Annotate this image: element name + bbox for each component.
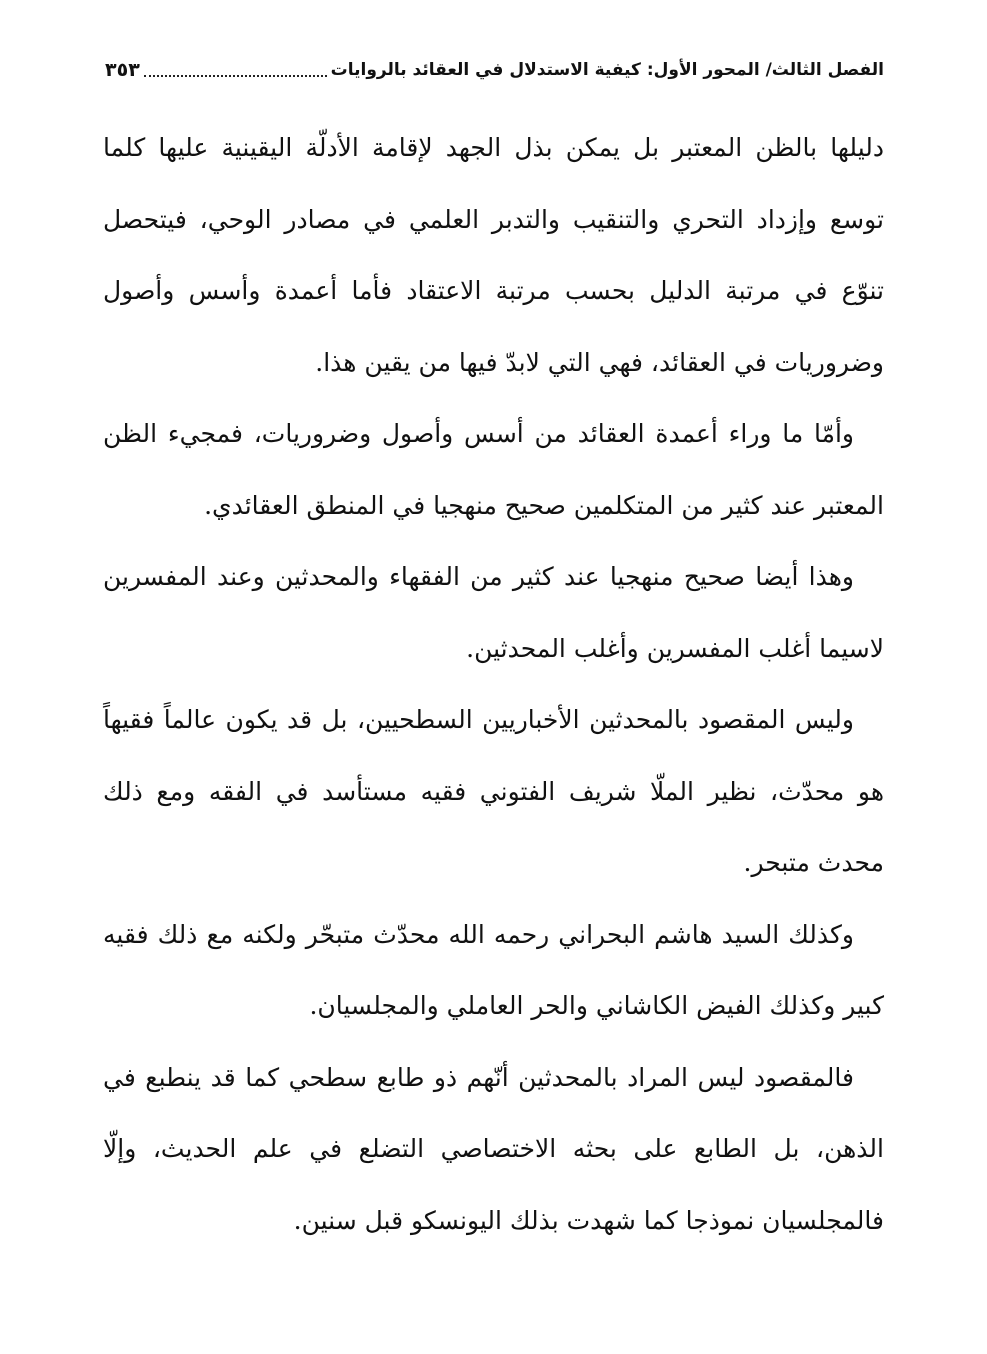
page-number: ٣٥٣ bbox=[105, 59, 140, 81]
paragraph-1: دليلها بالظن المعتبر بل يمكن بذل الجهد لإقامة الأدلّة اليقينية عليها كلما توسع وإزداد التحري والتنقيب والتدبر العلمي في مصادر الوحي، فيتحصل تنوّع في مرتبة الدليل بحسب مرتبة الاعتقاد فأما أعمدة وأسس وأصول وضروريات في العقائد، فهي التي لابدّ فيها من يقين هذا. bbox=[103, 133, 884, 377]
header-dot-leader bbox=[144, 75, 327, 77]
chapter-title: الفصل الثالث/ المحور الأول: كيفية الاستدلال في العقائد بالروايات bbox=[330, 60, 884, 80]
paragraph-3: وهذا أيضا صحيح منهجيا عند كثير من الفقهاء والمحدثين وعند المفسرين لاسيما أغلب المفسرين وأغلب المحدثين. bbox=[103, 562, 884, 663]
paragraph-5: وكذلك السيد هاشم البحراني رحمه الله محدّث متبحّر ولكنه مع ذلك فقيه كبير وكذلك الفيض الكاشاني والحر العاملي والمجلسيان. bbox=[103, 919, 884, 1020]
body-text bbox=[103, 112, 884, 1256]
paragraph-2: وأمّا ما وراء أعمدة العقائد من أسس وأصول وضروريات، فمجيء الظن المعتبر عند كثير من المتكلمين صحيح منهجيا في المنطق العقائدي. bbox=[103, 419, 884, 520]
running-header bbox=[105, 52, 884, 88]
paragraph-6: فالمقصود ليس المراد بالمحدثين أنّهم ذو طابع سطحي كما قد ينطبع في الذهن، بل الطابع على بحثه الاختصاصي التضلع في علم الحديث، وإلّا فالمجلسيان نموذجا كما شهدت بذلك اليونسكو قبل سنين. bbox=[103, 1062, 884, 1235]
paragraph-4: وليس المقصود بالمحدثين الأخباريين السطحيين، بل قد يكون عالماً فقيهاً هو محدّث، نظير الملّا شريف الفتوني فقيه مستأسد في الفقه ومع ذلك محدث متبحر. bbox=[103, 705, 884, 877]
